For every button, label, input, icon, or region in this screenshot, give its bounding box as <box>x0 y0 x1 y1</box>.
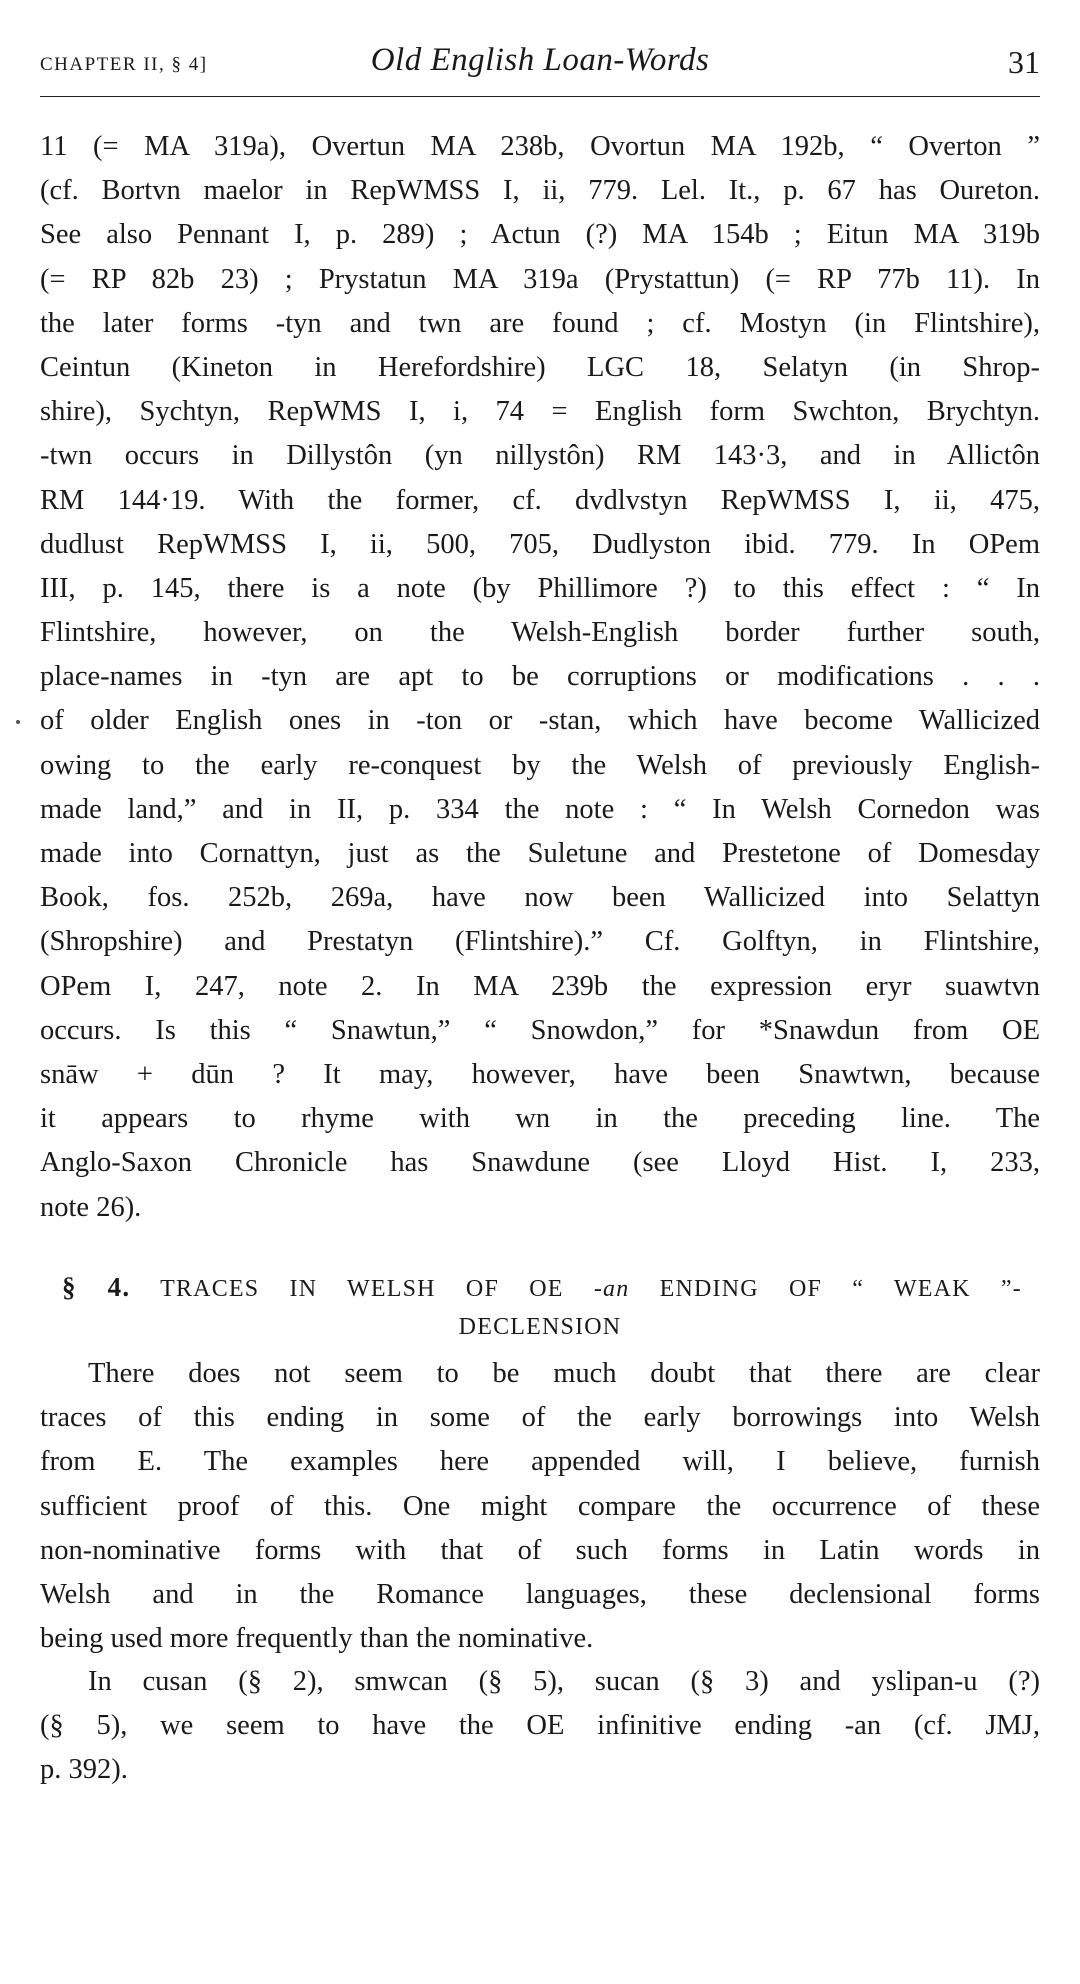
text-line: RM 144·19. With the former, cf. dvdlvstyn RepWMSS I, ii, 475, <box>40 484 1040 516</box>
text-line: (cf. Bortvn maelor in RepWMSS I, ii, 779. Lel. It., p. 67 has Oureton. <box>40 175 1040 207</box>
text-line: p. 392). <box>40 1754 128 1786</box>
text-line: non-nominative forms with that of such forms in Latin words in <box>40 1534 1040 1566</box>
text-line: dudlust RepWMSS I, ii, 500, 705, Dudlyston ibid. 779. In OPem <box>40 528 1040 560</box>
text-line: Anglo-Saxon Chronicle has Snawdune (see Lloyd Hist. I, 233, <box>40 1147 1040 1179</box>
section-number: § 4. <box>62 1272 131 1302</box>
continued-paragraph <box>40 125 1040 1230</box>
header-rule <box>40 96 1040 97</box>
text-line: Ceintun (Kineton in Herefordshire) LGC 18, Selatyn (in Shrop- <box>40 351 1040 383</box>
text-line: See also Pennant I, p. 289) ; Actun (?) MA 154b ; Eitun MA 319b <box>40 219 1040 251</box>
text-line: note 26). <box>40 1191 142 1223</box>
text-line: Book, fos. 252b, 269a, have now been Wallicized into Selattyn <box>40 882 1040 914</box>
text-line: 11 (= MA 319a), Overtun MA 238b, Ovortun MA 192b, “ Overton ” <box>40 131 1040 162</box>
section-heading-line-1 <box>40 1268 1040 1308</box>
running-header <box>40 38 1040 94</box>
paragraph-1 <box>40 1352 1040 1661</box>
section-heading <box>40 1268 1040 1346</box>
text-line: traces of this ending in some of the early borrowings into Welsh <box>40 1402 1040 1434</box>
text-line: owing to the early re-conquest by the Welsh of previously English- <box>40 749 1040 781</box>
text-line: occurs. Is this “ Snawtun,” “ Snowdon,” for *Snawdun from OE <box>40 1014 1040 1046</box>
section-heading-ending: -an <box>593 1276 630 1302</box>
text-line: There does not seem to be much doubt that there are clear <box>88 1358 1040 1389</box>
text-line: (= RP 82b 23) ; Prystatun MA 319a (Prystattun) (= RP 77b 11). In <box>40 263 1040 295</box>
section-heading-part-2: ENDING OF “ WEAK ”- <box>659 1276 1022 1302</box>
paragraph-2 <box>40 1660 1040 1793</box>
text-line: place-names in -tyn are apt to be corruptions or modifications . . . <box>40 661 1040 693</box>
chapter-reference: CHAPTER II, § 4] <box>40 54 208 75</box>
text-line: being used more frequently than the nominative. <box>40 1623 594 1655</box>
text-line: from E. The examples here appended will, I believe, furnish <box>40 1446 1040 1478</box>
section-heading-line-2: DECLENSION <box>458 1314 622 1340</box>
text-line: -twn occurs in Dillystôn (yn nillystôn) RM 143·3, and in Allictôn <box>40 440 1040 472</box>
text-line: snāw + dūn ? It may, however, have been Snawtwn, because <box>40 1058 1040 1090</box>
text-line: Welsh and in the Romance languages, these declensional forms <box>40 1578 1040 1610</box>
text-line: shire), Sychtyn, RepWMS I, i, 74 = English form Swchton, Brychtyn. <box>40 396 1040 428</box>
text-line: (§ 5), we seem to have the OE infinitive ending -an (cf. JMJ, <box>40 1710 1040 1742</box>
text-line: of older English ones in -ton or -stan, which have become Wallicized <box>40 705 1040 737</box>
text-line: Flintshire, however, on the Welsh-English border further south, <box>40 617 1040 649</box>
margin-speck <box>16 720 20 724</box>
running-title: Old English Loan-Words <box>370 42 710 78</box>
text-line: III, p. 145, there is a note (by Phillimore ?) to this effect : “ In <box>40 572 1040 604</box>
text-line: (Shropshire) and Prestatyn (Flintshire).” Cf. Golftyn, in Flintshire, <box>40 926 1040 958</box>
section-heading-part-1: TRACES IN WELSH OF OE <box>160 1276 564 1302</box>
text-line: the later forms -tyn and twn are found ; cf. Mostyn (in Flintshire), <box>40 307 1040 339</box>
text-line: made into Cornattyn, just as the Suletune and Prestetone of Domesday <box>40 838 1040 869</box>
text-line: In cusan (§ 2), smwcan (§ 5), sucan (§ 3) and yslipan-u (?) <box>88 1666 1040 1697</box>
text-line: it appears to rhyme with wn in the preceding line. The <box>40 1103 1040 1135</box>
page-number: 31 <box>1008 44 1040 80</box>
text-line: sufficient proof of this. One might compare the occurrence of these <box>40 1490 1040 1522</box>
text-line: made land,” and in II, p. 334 the note : “ In Welsh Cornedon was <box>40 793 1040 825</box>
text-line: OPem I, 247, note 2. In MA 239b the expression eryr suawtvn <box>40 970 1040 1002</box>
